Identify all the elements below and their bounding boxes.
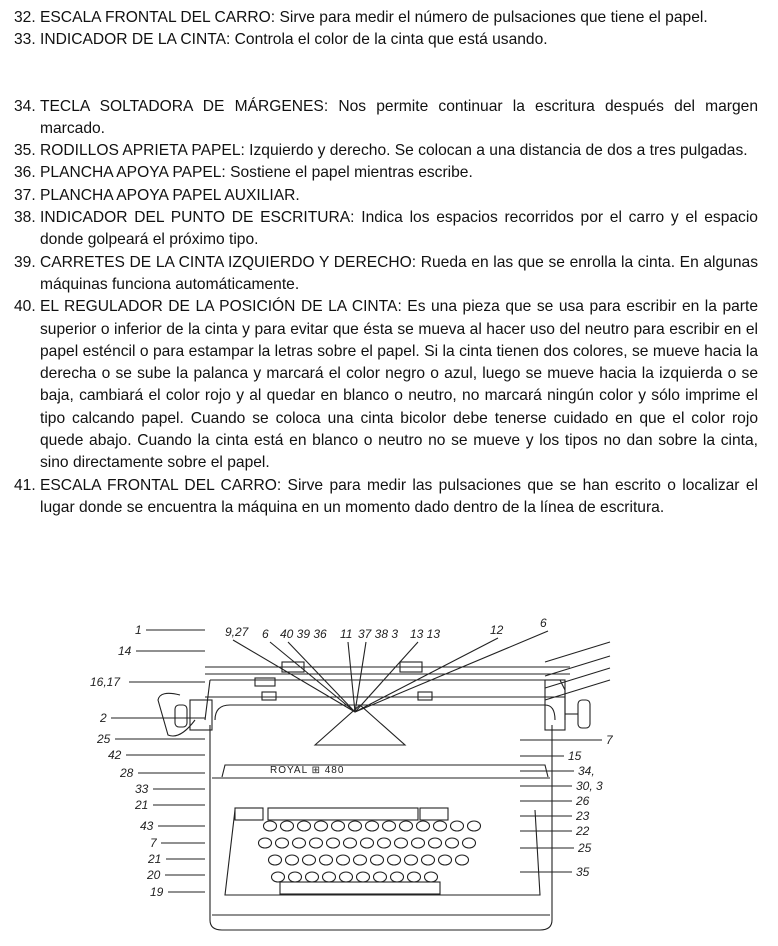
item-number: 32. [14,9,36,26]
key [310,838,323,848]
key [337,855,350,865]
key [383,821,396,831]
label-right: 25 [578,841,592,855]
label-right: 26 [576,794,590,808]
label-left: 42 [108,748,122,762]
label-left: 21 [148,852,162,866]
item-text: CARRETES DE LA CINTA IZQUIERDO Y DERECHO: Rueda en las que se enrolla la cinta. En algunas máquinas funciona automáticamente. [40,253,758,293]
label-left: 43 [140,819,154,833]
label-left: 7 [150,836,157,850]
key [405,855,418,865]
key [327,838,340,848]
key [298,821,311,831]
key [293,838,306,848]
key [269,855,282,865]
leader-line [288,642,355,712]
key [349,821,362,831]
key [303,855,316,865]
key [446,838,459,848]
key [371,855,384,865]
label-top: 13 13 [410,627,441,641]
label-left: 21 [135,798,149,812]
item-text: INDICADOR DEL PUNTO DE ESCRITURA: Indica los espacios recorridos por el carro y el espacio donde golpeará el próximo tipo. [40,209,758,249]
key [391,872,404,882]
key [276,838,289,848]
label-left: 33 [135,782,149,796]
key [468,821,481,831]
label-top: 37 38 3 [358,627,399,641]
item-text: PLANCHA APOYA PAPEL AUXILIAR. [40,186,300,204]
label-right: 15 [568,749,582,763]
key [323,872,336,882]
leader-line [355,631,548,712]
label-top: 6 [262,627,269,641]
item-text: TECLA SOLTADORA DE MÁRGENES: Nos permite continuar la escritura después del margen marcado. [40,97,758,137]
leader-line [545,680,610,700]
label-right: 23 [576,809,590,823]
label-left: 14 [118,644,132,658]
item-number: 37. [14,186,36,204]
key [429,838,442,848]
key [463,838,476,848]
key [344,838,357,848]
label-right: 34, [578,764,595,778]
item-number: 36. [14,164,36,182]
key [264,821,277,831]
key [408,872,421,882]
leader-line [270,642,355,712]
key [357,872,370,882]
key [395,838,408,848]
key [286,855,299,865]
item-number: 34. [14,97,36,115]
key [332,821,345,831]
leader-line [545,668,610,688]
key [272,872,285,882]
label-left: 1 [135,623,142,637]
item-text: ESCALA FRONTAL DEL CARRO: Sirve para medir el número de pulsaciones que tiene el papel. [40,9,708,26]
item-text: RODILLOS APRIETA PAPEL: Izquierdo y derecho. Se colocan a una distancia de dos a tres pulgadas. [40,142,748,160]
key [456,855,469,865]
key [306,872,319,882]
key [425,872,438,882]
label-right: 22 [576,824,590,838]
key [354,855,367,865]
leader-line [355,638,498,712]
label-top: 9,27 [225,625,249,639]
key [340,872,353,882]
key [320,855,333,865]
key [388,855,401,865]
key [412,838,425,848]
label-left: 25 [97,732,111,746]
item-text: EL REGULADOR DE LA POSICIÓN DE LA CINTA: Es una pieza que se usa para escribir en la parte superior o inferior de la cinta y para evitar que ésta se mueva al hacer uso del neutro para escribir en el papel esténcil o para estampar la letras sobre el papel. Si la cinta tienen dos colores, se mueve hacia la derecha o se sube la palanca y marcará el color negro o azul, luego se mueve hacia la izquierda o se baja, cambiará el color rojo y al quedar en blanco o neutro, no marcará ningún color y sólo imprime el tipo calcando papel. Cuando se coloca una cinta bicolor debe tenerse cuidado en que el color rojo quede abajo. Cuando la cinta está en blanco o neutro no se mueve y los tipos no dan sobre la cinta, sino directamente sobre el papel. [40,298,758,472]
leader-line [233,640,355,712]
key [361,838,374,848]
label-left: 16,17 [90,675,121,689]
item-number: 41. [14,476,36,494]
key [315,821,328,831]
label-left: 20 [147,868,161,882]
key [422,855,435,865]
label-top: 6 [540,616,547,630]
label-right: 35 [576,865,590,879]
label-left: 2 [100,711,107,725]
item-text: INDICADOR DE LA CINTA: Controla el color de la cinta que está usando. [40,31,548,49]
key [281,821,294,831]
label-top: 11 [340,627,353,641]
key [366,821,379,831]
item-number: 40. [14,298,36,316]
item-number: 39. [14,253,36,271]
label-right: 7 [606,733,613,747]
label-left: 28 [120,766,134,780]
key [374,872,387,882]
item-number: 38. [14,209,36,227]
key [439,855,452,865]
label-left: 19 [150,885,164,899]
label-top: 12 [490,623,504,637]
item-text: PLANCHA APOYA PAPEL: Sostiene el papel mientras escribe. [40,164,473,182]
key [378,838,391,848]
leader-line [348,642,355,712]
item-number: 35. [14,142,36,160]
diagram-labels [90,616,614,899]
item-text: ESCALA FRONTAL DEL CARRO: Sirve para medir las pulsaciones que se han escrito o localizar el lugar donde se encuentra la máquina en un momento dado dentro de la línea de escritura. [40,476,758,516]
keyboard-keys [259,821,481,882]
label-top: 40 39 36 [280,627,327,641]
key [434,821,447,831]
brand-label: ROYAL ⊞ 480 [270,765,345,776]
key [451,821,464,831]
label-right: 30, 3 [576,779,603,793]
key [259,838,272,848]
key [417,821,430,831]
key [289,872,302,882]
key [400,821,413,831]
item-number: 33. [14,31,36,49]
